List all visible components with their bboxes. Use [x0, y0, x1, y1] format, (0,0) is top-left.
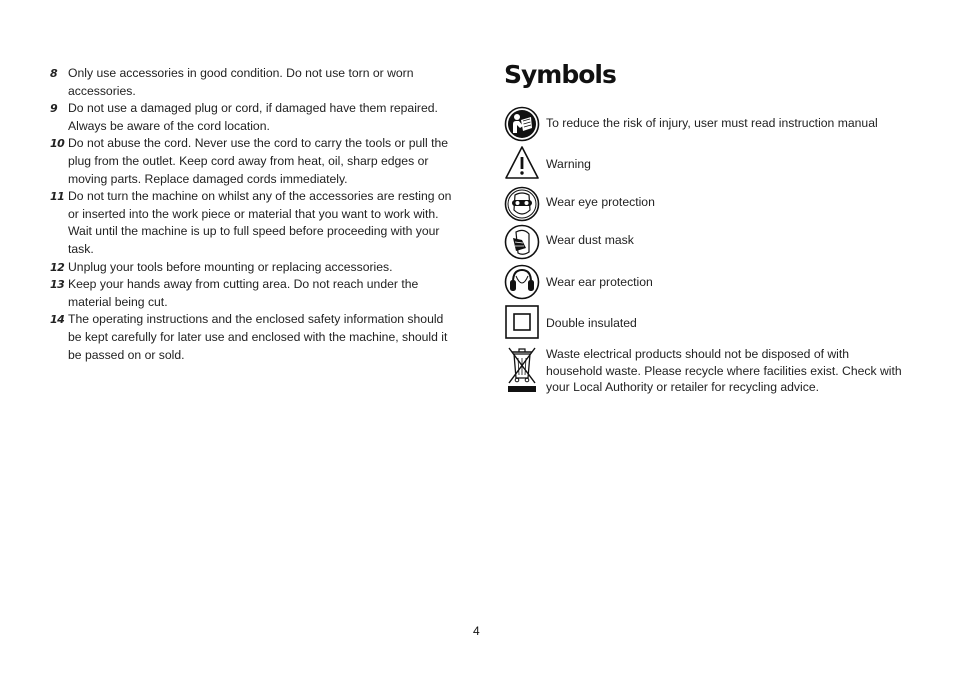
instruction-text: The operating instructions and the enclosed safety information should be kept carefully for later use and enclosed with the machine, should it be passed on or sold.	[68, 312, 448, 362]
ear-protection-icon	[504, 264, 540, 300]
double-insulated-icon	[504, 304, 540, 340]
instruction-number: 11	[50, 190, 65, 204]
symbol-row-ear-protection	[504, 264, 904, 300]
instruction-number: 13	[50, 278, 65, 292]
instruction-number: 14	[50, 313, 65, 327]
symbol-row-eye-protection	[504, 186, 904, 222]
instruction-item	[50, 188, 455, 258]
instruction-text: Do not turn the machine on whilst any of the accessories are resting on or inserted into the work piece or material that you want to work with. Wait until the machine is up to full speed before proceeding with your task.	[68, 189, 452, 256]
weee-bin-icon	[504, 346, 540, 394]
instruction-text: Only use accessories in good condition. Do not use torn or worn accessories.	[68, 66, 414, 98]
instruction-item	[50, 135, 455, 188]
symbol-label: Waste electrical products should not be disposed of with household waste. Please recycle where facilities exist. Check with your Local Authority or retailer for recycling advice.	[546, 347, 902, 394]
instruction-text: Unplug your tools before mounting or replacing accessories.	[68, 259, 393, 274]
symbol-label: To reduce the risk of injury, user must read instruction manual	[546, 116, 878, 130]
dust-mask-icon	[504, 224, 540, 260]
eye-protection-icon	[504, 186, 540, 222]
read-manual-icon	[504, 106, 540, 142]
instruction-number: 10	[50, 137, 65, 151]
symbols-title: Symbols	[504, 60, 616, 89]
symbol-row-weee	[504, 346, 904, 396]
instruction-number: 8	[50, 67, 58, 80]
symbol-label: Wear dust mask	[546, 233, 634, 247]
instruction-number: 12	[50, 260, 65, 274]
symbol-label: Wear ear protection	[546, 275, 653, 289]
symbol-label: Double insulated	[546, 316, 637, 330]
instruction-text: Keep your hands away from cutting area. Do not reach under the material being cut.	[68, 277, 419, 309]
instruction-item	[50, 100, 455, 135]
symbol-row-warning	[504, 145, 904, 181]
instruction-item	[50, 259, 455, 277]
instruction-item	[50, 276, 455, 311]
symbol-row-double-insulated	[504, 304, 904, 340]
instruction-text: Do not use a damaged plug or cord, if damaged have them repaired. Always be aware of the cord location.	[68, 101, 438, 133]
instruction-item	[50, 311, 455, 364]
symbol-label: Warning	[546, 157, 591, 171]
symbol-row-read-manual	[504, 106, 904, 142]
page-number: 4	[473, 624, 480, 638]
instruction-text: Do not abuse the cord. Never use the cord to carry the tools or pull the plug from the outlet. Keep cord away from heat, oil, sharp edges or moving parts. Replace damaged cords immediately.	[68, 136, 449, 186]
symbol-label: Wear eye protection	[546, 195, 655, 209]
warning-icon	[504, 145, 540, 181]
symbol-row-dust-mask	[504, 224, 904, 260]
instruction-list	[50, 65, 455, 364]
instruction-number: 9	[50, 102, 58, 116]
instruction-item	[50, 65, 455, 100]
